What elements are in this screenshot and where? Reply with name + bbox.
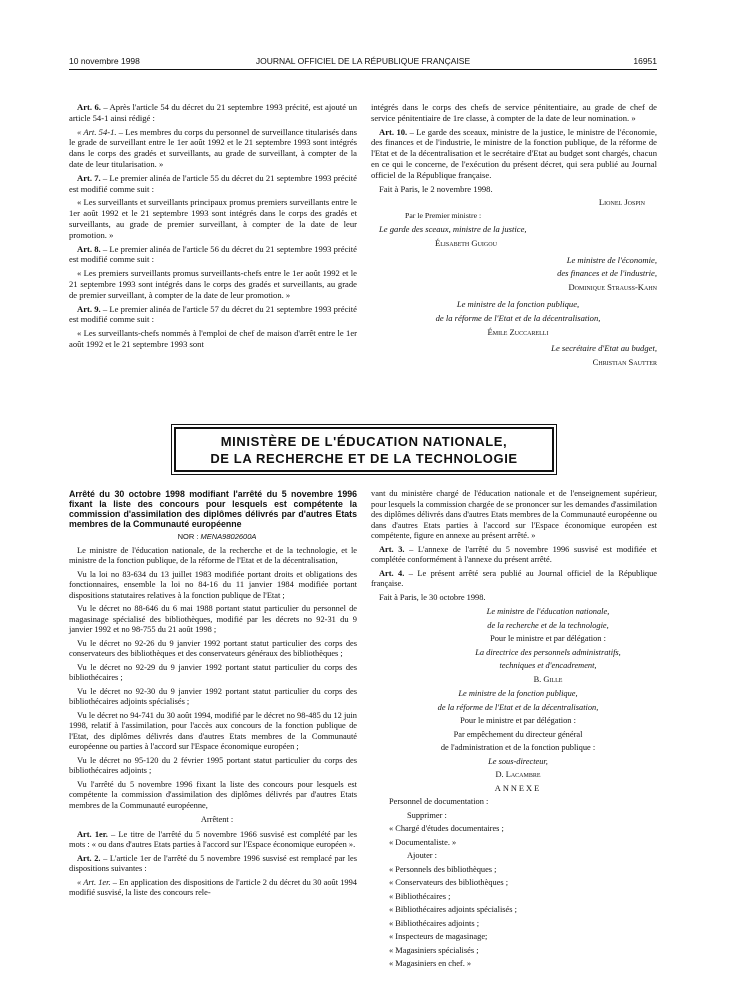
- article-9: Art. 9. – Le premier alinéa de l'article 57 du décret du 21 septembre 1993 précité est modifié comme suit :: [69, 303, 357, 325]
- preamble-9: Vu l'arrêté du 5 novembre 1996 fixant la liste des concours pour lesquels est compétente la commission d'assimilation des diplômes délivrés par d'autres Etats membres de la Communauté européenne,: [69, 779, 357, 810]
- article-8-quote: « Les premiers surveillants promus surveillants-chefs entre le 1er août 1992 et le 21 septembre 1993 sont intégrés dans le corps des gradés et surveillants, au grade de premier surveillant, à compter de la date de leur promotion. »: [69, 268, 357, 300]
- article-3: Art. 3. – L'annexe de l'arrêté du 5 novembre 1996 susvisé est modifiée et complétée conformément à l'annexe du présent arrêté.: [371, 544, 658, 564]
- arretent: Arrêtent :: [200, 815, 234, 824]
- ministry-heading: [174, 427, 554, 472]
- article-1: Art. 1er. – Le titre de l'arrêté du 5 novembre 1966 susvisé est complété par les mots : « ou dans d'autres Etats parties à l'accord sur l'Espace économique européen ».: [69, 829, 358, 849]
- signature-lacambre: D. Lacambre: [495, 770, 541, 779]
- par-le-premier-ministre: Par le Premier ministre :: [405, 211, 482, 221]
- article-9-quote: « Les surveillants-chefs nommés à l'emploi de chef de maison d'arrêt entre le 1er août 1992 et le 21 septembre 1993 sont: [69, 328, 357, 349]
- journal-title: JOURNAL OFFICIEL DE LA RÉPUBLIQUE FRANÇAISE: [255, 56, 471, 66]
- ministry-line-2: DE LA RECHERCHE ET DE LA TECHNOLOGIE: [210, 450, 518, 466]
- preamble-6: Vu le décret no 92-30 du 9 janvier 1992 portant statut particulier du corps des bibliothécaires adjoints spécialisés ;: [69, 686, 357, 706]
- top-left-column: [69, 102, 357, 353]
- header-rule: [69, 69, 657, 70]
- article-54-1: « Art. 54-1. – Les membres du corps du personnel de surveillance titularisés dans le grade de surveillant entre le 1er août 1992 et le 21 septembre 1993 sont intégrés dans le corps des gradés et surveillants, au grade de surveillant, à compter de la date de leur titularisation. »: [69, 126, 357, 169]
- page-header: [69, 50, 657, 70]
- annexe-item: « Chargé d'études documentaires ;: [389, 824, 504, 833]
- article-8: Art. 8. – Le premier alinéa de l'article 56 du décret du 21 septembre 1993 précité est modifié comme suit :: [69, 243, 357, 265]
- page-number: 16951: [633, 56, 657, 66]
- fonction-publique-title-1: Le ministre de la fonction publique,: [456, 298, 580, 309]
- continuation-text-2: vant du ministère chargé de l'éducation nationale et de l'enseignement supérieur, pour lesquels la commission chargée de se prononcer sur les demandes d'assimilation des diplômes délivrés dans d'autres Etats membres de la Communauté européenne ou dans d'autres Etats parties à l'accord sur l'Espace économique européen est compétente, figure en annexe au présent arrêté. »: [371, 489, 657, 540]
- economie-title-2: des finances et de l'industrie,: [557, 268, 657, 279]
- article-2-quote: « Art. 1er. – En application des dispositions de l'article 2 du décret du 30 août 1994 modifié susvisé, la liste des concours rele-: [69, 877, 357, 897]
- annexe-item: Ajouter :: [407, 851, 438, 860]
- annexe-item: « Bibliothécaires adjoints spécialisés ;: [389, 905, 517, 914]
- annexe-item: Supprimer :: [407, 810, 447, 820]
- bottom-right-column: [371, 489, 657, 973]
- preamble-3: Vu le décret no 88-646 du 6 mai 1988 portant statut particulier du personnel de magasinage spécialisé des bibliothèques, modifié par les décrets no 92-31 du 9 janvier 1992 et no 98-755 du 21 août 1998 ;: [69, 604, 357, 634]
- arrete-title: Arrêté du 30 octobre 1998 modifiant l'arrêté du 5 novembre 1996 fixant la liste des concours pour lesquels est compétente la commission d'assimilation des diplômes délivrés par d'autres Etats membres de la Communauté européenne: [69, 489, 357, 529]
- annexe-list: [371, 797, 657, 970]
- article-7-quote: « Les surveillants et surveillants principaux promus premiers surveillants entre le 1er août 1992 et le 21 septembre 1993 sont intégrés dans le corps des gradés et surveillants, au grade de premier surveillant, à compter de la date de leur promotion. »: [69, 197, 357, 240]
- fait-a-paris-2: Fait à Paris, le 30 octobre 1998.: [379, 592, 486, 602]
- annexe-title: ANNEXE: [494, 783, 542, 793]
- continuation-text: intégrés dans le corps des chefs de service pénitentiaire, au grade de chef de service pénitentiaire de 1re classe, à compter de la date de leur nomination. »: [371, 102, 657, 123]
- signature-prime-minister: Lionel Jospin: [598, 197, 645, 208]
- preamble-1: Le ministre de l'éducation nationale, de la recherche et de la technologie, et le ministre de la fonction publique, de la réforme de l'Etat et de la décentralisation,: [69, 545, 357, 565]
- preamble-2: Vu la loi no 83-634 du 13 juillet 1983 modifiée portant droits et obligations des fonctionnaires, ensemble la loi no 84-16 du 11 janvier 1984 modifiée portant dispositions statutaires relatives à la fonction publique de l'Etat ;: [69, 569, 357, 600]
- article-7: Art. 7. – Le premier alinéa de l'article 55 du décret du 21 septembre 1993 précité est modifié comme suit :: [69, 172, 357, 194]
- header-date: 10 novembre 1998: [69, 56, 140, 66]
- annexe-item: « Documentaliste. »: [389, 837, 457, 847]
- nor-reference: NOR : MENA9802600A: [177, 532, 257, 541]
- preamble-7: Vu le décret no 94-741 du 30 août 1994, modifié par le décret no 98-485 du 12 juin 1998, relatif à l'assimilation, pour l'accès aux concours de la fonction publique de l'Etat, des diplômes délivrés dans d'autres Etats membres de la Communauté européenne ou parties à l'accord sur l'Espace économique européen ;: [69, 710, 357, 751]
- annexe-item: « Conservateurs des bibliothèques ;: [389, 878, 509, 887]
- garde-des-sceaux-name: Élisabeth Guigou: [435, 237, 497, 248]
- bottom-left-column: [69, 489, 357, 902]
- annexe-item: « Bibliothécaires adjoints ;: [389, 918, 480, 928]
- signature-block-2: Le ministre de la fonction publique, de la réforme de l'Etat et de la décentralisation, Pour le ministre et par délégation : Par empêchement du directeur général de l'administration et de la fonction publique : Le sous-directeur, D. Lacambre: [371, 689, 657, 781]
- economie-name: Dominique Strauss-Kahn: [568, 282, 657, 293]
- garde-des-sceaux-title: Le garde des sceaux, ministre de la justice,: [379, 223, 527, 234]
- budget-name: Christian Sautter: [592, 357, 657, 368]
- signature-gille: B. Gille: [533, 674, 563, 684]
- annexe-item: « Magasiniers en chef. »: [389, 959, 472, 968]
- annexe-item: Personnel de documentation :: [389, 797, 489, 806]
- annexe-item: « Personnels des bibliothèques ;: [389, 864, 497, 874]
- annexe-item: « Inspecteurs de magasinage;: [389, 932, 488, 941]
- signature-block-1: Le ministre de l'éducation nationale, de la recherche et de la technologie, Pour le ministre et par délégation : La directrice des personnels administratifs, techniques et d'encadrement, B. Gille: [371, 607, 657, 685]
- article-4: Art. 4. – Le présent arrêté sera publié au Journal officiel de la République française.: [371, 568, 658, 588]
- annexe-item: « Magasiniers spécialisés ;: [389, 945, 479, 955]
- budget-title: Le secrétaire d'Etat au budget,: [551, 343, 657, 354]
- ministry-line-1: MINISTÈRE DE L'ÉDUCATION NATIONALE,: [220, 433, 508, 449]
- top-right-column: [371, 102, 657, 371]
- preamble-5: Vu le décret no 92-29 du 9 janvier 1992 portant statut particulier du corps des bibliothécaires ;: [69, 662, 357, 682]
- annexe-item: « Bibliothécaires ;: [389, 891, 451, 901]
- preamble-4: Vu le décret no 92-26 du 9 janvier 1992 portant statut particulier des corps des conservateurs des bibliothèques et des conservateurs généraux des bibliothèques ;: [69, 638, 357, 658]
- article-2: Art. 2. – L'article 1er de l'arrêté du 5 novembre 1996 susvisé est remplacé par les dispositions suivantes :: [69, 853, 357, 873]
- fonction-publique-name: Émile Zuccarelli: [487, 326, 549, 337]
- preamble-8: Vu le décret no 95-120 du 2 février 1995 portant statut particulier du corps des bibliothécaires adjoints ;: [69, 755, 357, 775]
- fonction-publique-title-2: de la réforme de l'Etat et de la décentralisation,: [435, 312, 601, 323]
- fait-a-paris: Fait à Paris, le 2 novembre 1998.: [379, 183, 493, 194]
- economie-title-1: Le ministre de l'économie,: [566, 254, 657, 265]
- article-6: Art. 6. – Après l'article 54 du décret du 21 septembre 1993 précité, est ajouté un article 54-1 ainsi rédigé :: [69, 102, 358, 123]
- article-10: Art. 10. – Le garde des sceaux, ministre de la justice, le ministre de l'économie, des finances et de l'industrie, le ministre de la fonction publique, de la réforme de l'Etat et de la décentralisation et le secrétaire d'Etat au budget sont chargés, chacun en ce qui le concerne, de l'exécution du présent décret, qui sera publié au Journal officiel de la République française.: [371, 126, 657, 180]
